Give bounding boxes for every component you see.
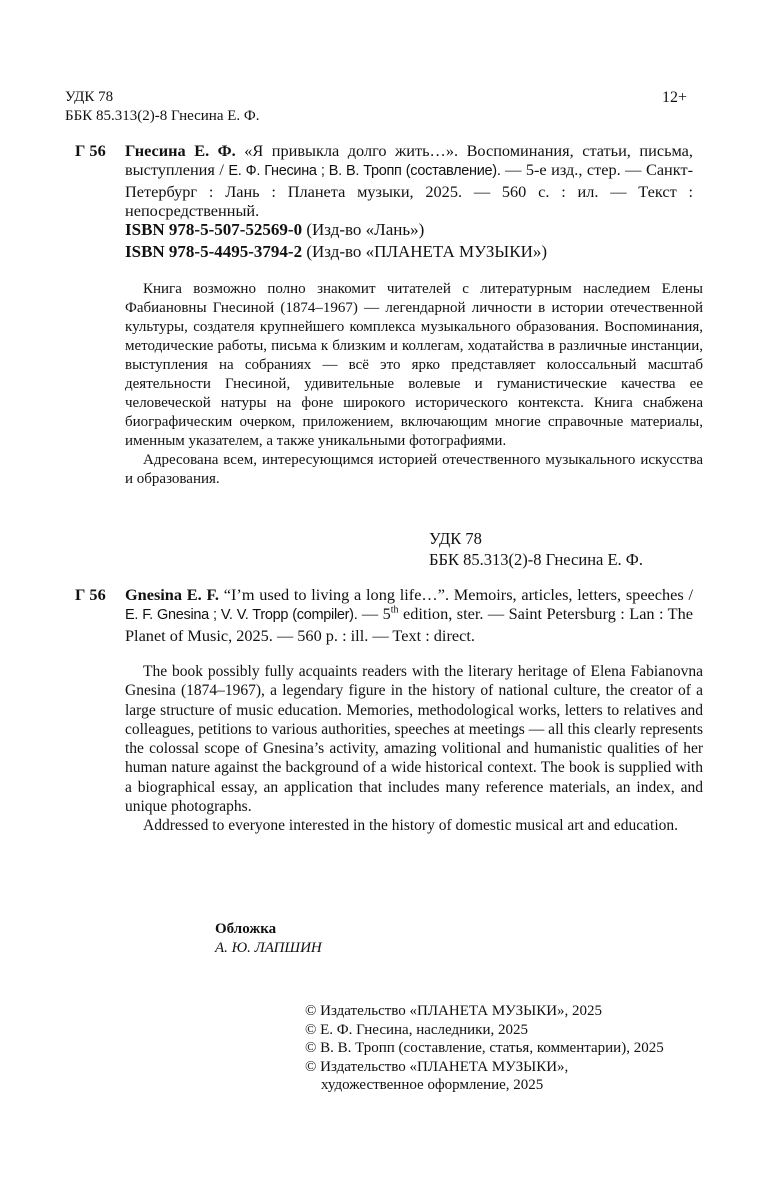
ru-entry-code: Г 56 — [75, 141, 106, 160]
copyright-line-1: © Издательство «ПЛАНЕТА МУЗЫКИ», 2025 — [305, 1003, 603, 1019]
isbn-lan-publisher: (Изд-во «Лань») — [306, 220, 425, 239]
classification-2-bbk: ББК 85.313(2)-8 Гнесина Е. Ф. — [429, 550, 643, 569]
cover-artist: А. Ю. ЛАПШИН — [215, 940, 322, 956]
en-entry-code: Г 56 — [75, 585, 106, 604]
ru-abstract — [125, 280, 703, 489]
en-entry-publication: edition, ster. — Saint Petersburg : Lan : The Planet of Music, 2025. — 560 p. : ill. — Text : direct. — [125, 604, 693, 645]
ru-isbn-block — [125, 219, 547, 263]
cover-label: Обложка — [215, 921, 277, 937]
en-entry-edition-sup: th — [390, 604, 399, 616]
en-entry-author: Gnesina E. F. — [125, 585, 219, 604]
copyright-line-3: © В. В. Тропп (составление, статья, комментарии), 2025 — [305, 1040, 664, 1056]
ru-entry-responsibility: Е. Ф. Гнесина ; В. В. Тропп (составление). — [228, 163, 501, 180]
copyright-line-2: © Е. Ф. Гнесина, наследники, 2025 — [305, 1021, 528, 1038]
ru-entry-author: Гнесина Е. Ф. — [125, 141, 236, 160]
isbn-planeta — [125, 241, 547, 263]
cover-credit — [215, 920, 322, 958]
classification-2 — [429, 528, 643, 570]
isbn-planeta-publisher: (Изд-во «ПЛАНЕТА МУЗЫКИ») — [306, 242, 548, 261]
en-abstract — [125, 662, 703, 836]
ru-entry-text — [125, 141, 693, 221]
ru-abstract-para-1: Книга возможно полно знакомит читателей с литературным наследием Елены Фабиановны Гнесиной (1874–1967) — легендарной личности в истории отечественной культуры, создателя крупнейшего комплекса музыкального образования. Воспоминания, методические работы, письма к близким и коллегам, ходатайства в различные инстанции, выступления на собраниях — всё это ярко представляет колоссальный масштаб деятельности Гнесиной, удивительные волевые и гуманистические качества ее человеческой натуры на фоне широкого исторического контекста. Книга снабжена биографическим очерком, приложением, включающим многие справочные материалы, именным указателем, а также уникальными фотографиями. — [125, 281, 703, 449]
header-udk: УДК 78 — [65, 89, 114, 105]
ru-entry-publication: — 5-е изд., стер. — Санкт-Петербург : Лань : Планета музыки, 2025. — 560 с. : ил. — Текст : непосредственный. — [125, 160, 693, 221]
ru-abstract-para-2: Адресована всем, интересующимся историей отечественного музыкального искусства и образования. — [125, 452, 703, 487]
en-abstract-para-2: Addressed to everyone interested in the history of domestic musical art and education. — [143, 817, 679, 835]
classification-2-udk: УДК 78 — [429, 529, 482, 548]
copyright-line-4: © Издательство «ПЛАНЕТА МУЗЫКИ», художественное оформление, 2025 — [305, 1058, 569, 1093]
en-entry-text — [125, 585, 693, 645]
isbn-planeta-number: ISBN 978-5-4495-3794-2 — [125, 242, 303, 261]
isbn-lan — [125, 219, 547, 241]
en-entry-title: “I’m used to living a long life…”. Memoirs, articles, letters, speeches / — [223, 585, 693, 604]
header-bbk: ББК 85.313(2)-8 Гнесина Е. Ф. — [65, 108, 260, 124]
en-abstract-para-1: The book possibly fully acquaints readers with the literary heritage of Elena Fabianovna Gnesina (1874–1967), a legendary figure in the history of national culture, the creator of a large structure of music education. Memories, methodological works, letters to relatives and colleagues, petitions to various authorities, speeches at meetings — all this clearly represents the colossal scope of Gnesina’s activity, amazing volitional and humanistic qualities of her human nature against the background of a wide historical context. The book is supplied with a biographical essay, an application that includes many reference materials, an index, and unique photographs. — [125, 663, 703, 816]
copyright-block — [305, 1002, 685, 1095]
age-rating: 12+ — [662, 89, 688, 106]
isbn-lan-number: ISBN 978-5-507-52569-0 — [125, 220, 303, 239]
ru-entry-title: «Я привыкла долго жить…». Воспоминания, статьи, письма, выступления / — [125, 141, 693, 180]
en-entry-responsibility: E. F. Gnesina ; V. V. Tropp (compiler). — [125, 607, 358, 624]
en-entry-edition: — 5 — [361, 604, 391, 624]
header-classification — [65, 88, 625, 126]
